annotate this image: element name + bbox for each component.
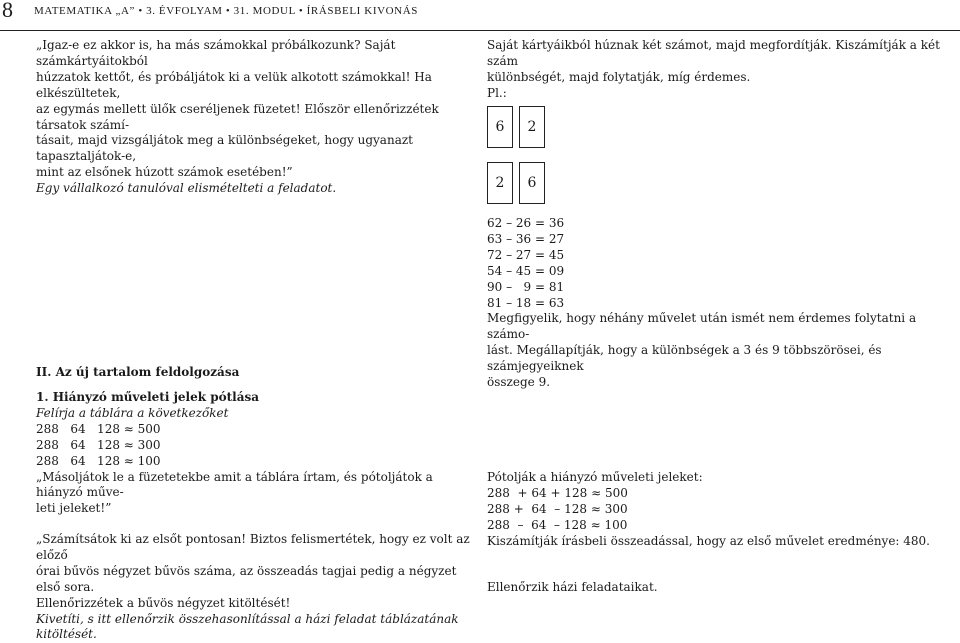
italic-note: Egy vállalkozó tanulóval elismételteti a feladatot. (36, 181, 337, 196)
text-line: tásait, majd vizsgáljátok meg a különbségeket, hogy ugyanazt tapasztaljátok-e, (36, 133, 413, 164)
task-right-intro: Pótolják a hiányzó műveleti jeleket: (487, 470, 703, 484)
quote-line: „Számítsátok ki az elsőt pontosan! Biztos felismertétek, hogy ez volt az előző (36, 532, 470, 562)
left-intro-paragraph (36, 38, 468, 197)
page-number: 8 (2, 0, 13, 22)
calculation-line: 62 – 26 = 36 (487, 216, 565, 230)
card-row-reversed (487, 162, 551, 204)
text-line: Pl.: (487, 85, 507, 100)
calculation-line: 72 – 27 = 45 (487, 247, 565, 262)
text-line: húzzatok kettőt, és próbáljátok ki a velük alkotott számokkal! Ha elkészültetek, (36, 69, 432, 100)
number-card: 2 (519, 106, 545, 148)
number-card: 6 (519, 162, 545, 204)
calculation-list (487, 216, 687, 311)
task-quote-block (36, 532, 476, 643)
text-line: Saját kártyáikból húznak két számot, majd megfordítják. Kiszámítják a két szám (487, 38, 940, 68)
quote-line: leti jeleket!” (36, 501, 112, 516)
quote-line: „Másoljátok le a füzetetekbe amit a táblára írtam, és pótoljátok a hiányzó művе- (36, 469, 433, 500)
observation-paragraph (487, 311, 955, 391)
text-line: lást. Megállapítják, hogy a különbségek a 3 és 9 többszörösei, és számjegyeiknek (487, 342, 882, 373)
task-title: 1. Hiányzó műveleti jelek pótlása (36, 390, 260, 404)
text-line: az egymás mellett ülők cseréljenek füzetet! Először ellenőrizzétek társatok számí- (36, 101, 439, 132)
text-line: különbségét, majd folytatják, míg érdemes. (487, 69, 751, 84)
solution-line: 288 + 64 – 128 ≈ 300 (487, 501, 628, 516)
task-right-block (487, 470, 955, 550)
italic-note: Kivetíti, s itt ellenőrzik összehasonlítással a házi feladat táblázatának kitöltését. (36, 611, 459, 642)
quote-line: Ellenőrizzétek a bűvös négyzet kitöltését! (36, 595, 291, 610)
text-line: Megfigyelik, hogy néhány művelet után ismét nem érdemes folytatni a számo- (487, 311, 917, 341)
solution-line: 288 + 64 + 128 ≈ 500 (487, 485, 628, 500)
calculation-line: 54 – 45 = 09 (487, 263, 565, 278)
board-line: 288 64 128 ≈ 500 (36, 421, 161, 436)
board-line: 288 64 128 ≈ 300 (36, 437, 161, 452)
task-instruction: Felírja a táblára a következőket (36, 405, 229, 420)
card-row-example (487, 106, 551, 148)
number-card: 6 (487, 106, 513, 148)
calculation-line: 81 – 18 = 63 (487, 295, 565, 310)
calculation-line: 90 – 9 = 81 (487, 279, 565, 294)
running-title: MATEMATIKA „A” • 3. ÉVFOLYAM • 31. MODUL • ÍRÁSBELI KIVONÁS (34, 5, 418, 17)
final-note: Ellenőrzik házi feladataikat. (487, 580, 658, 594)
text-line: „Igaz-e ez akkor is, ha más számokkal próbálkozunk? Saját számkártyáitokból (36, 38, 396, 68)
right-intro-paragraph (487, 38, 955, 102)
task-block (36, 390, 476, 517)
text-line: mint az elsőnek húzott számok esetében!” (36, 165, 293, 180)
solution-line: 288 – 64 – 128 ≈ 100 (487, 517, 628, 532)
quote-line: órai bűvös négyzet bűvös száma, az összeadás tagjai pedig a négyzet első sora. (36, 563, 457, 594)
page-header (0, 0, 960, 31)
result-line: Kiszámítják írásbeli összeadással, hogy az első művelet eredménye: 480. (487, 533, 930, 548)
section-title: II. Az új tartalom feldolgozása (36, 365, 240, 379)
text-line: összege 9. (487, 374, 551, 389)
calculation-line: 63 – 36 = 27 (487, 231, 565, 246)
number-card: 2 (487, 162, 513, 204)
board-line: 288 64 128 ≈ 100 (36, 453, 161, 468)
